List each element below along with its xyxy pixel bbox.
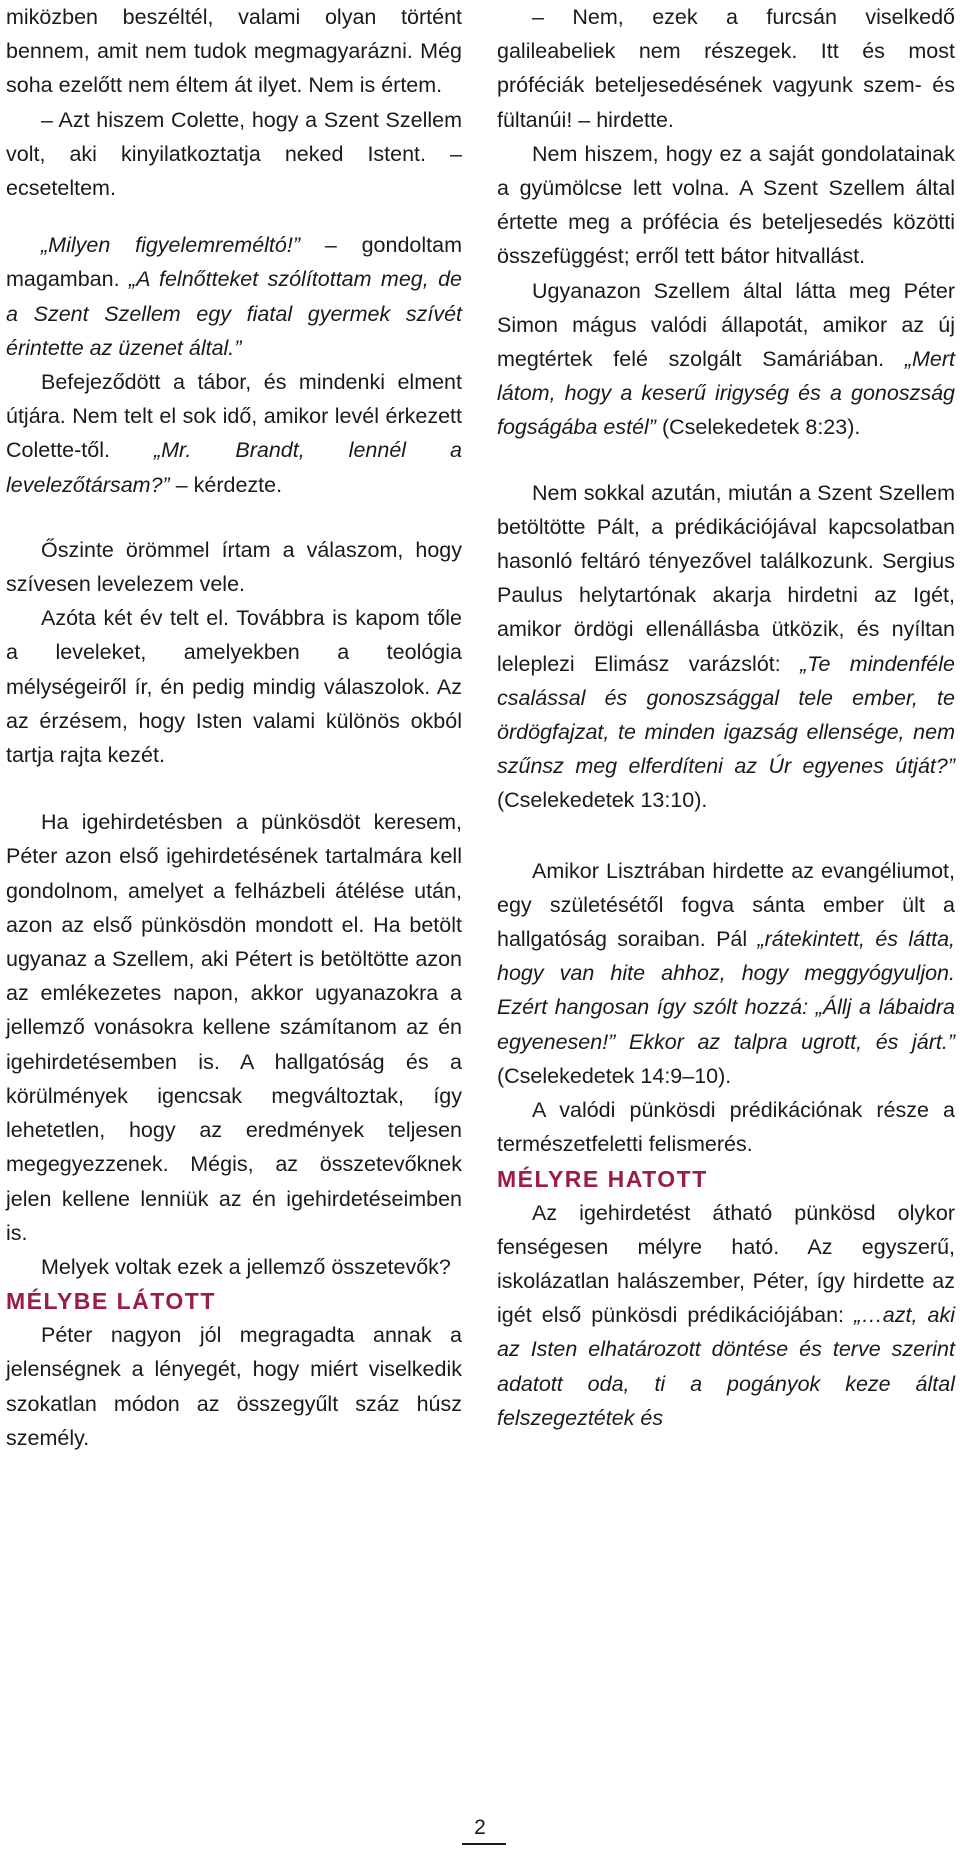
- paragraph: Azóta két év telt el. Továbbra is kapom tőle a leveleket, amelyekben a teológia mélységeiről ír, én pedig mindig válaszolok. Az az érzésem, hogy Isten valami különös okból tartja rajta kezét.: [6, 606, 462, 768]
- paragraph: Ha igehirdetésben a pünkösdöt keresem, Péter azon első igehirdetésének tartalmára kell gondolnom, amelyet a felházbeli átélése után, azon az első pünkösdön mondott el. Ha betölt ugyanaz a Szellem, aki Pétert is betöltötte azon az emlékezetes napon, akkor ugyanazokra a jellemző vonásokra kellene számítanom az én igehirdetésemben is. A hallgatóság és a körülmények igencsak megváltoztak, így lehetetlen, hogy az eredmények teljesen megegyezzenek. Mégis, az összetevőknek jelen kellene lenniük az én igehirdetéseimben is.: [6, 810, 462, 1245]
- text-run: (Cselekedetek 14:9–10).: [497, 1063, 732, 1088]
- text-run: Amikor Lisztrában hirdette az evangéliumot, egy születésétől fogva sánta ember ült a hallgatóság soraiban. Pál: [497, 858, 955, 952]
- italic-quote: „rátekintett, és látta, hogy van hite ahhoz, hogy meggyógyuljon. Ezért hangosan így szólt hozzá: „Állj a lábaidra egyenesen!” Ekkor az talpra ugrott, és járt.”: [497, 927, 955, 1054]
- text-run: (Cselekedetek 13:10).: [497, 788, 708, 813]
- text-run: Az igehirdetést átható pünkösd olykor fenségesen mélyre ható. Az egyszerű, iskolázatlan halászember, Péter, így hirdette az igét első pünkösdi prédikációjában:: [497, 1200, 955, 1328]
- page-number: 2: [474, 1816, 486, 1839]
- text-run: – kérdezte.: [169, 472, 283, 497]
- text-run: (Cselekedetek 8:23).: [655, 415, 861, 440]
- paragraph: [6, 365, 462, 502]
- paragraph: [497, 476, 955, 818]
- paragraph: – Azt hiszem Colette, hogy a Szent Szellem volt, aki kinyilatkoztatja neked Istent. – ecseteltem.: [6, 107, 462, 201]
- italic-quote: „Mr. Brandt, lennél a levelezőtársam?”: [6, 438, 463, 497]
- paragraph: miközben beszéltél, valami olyan történt bennem, amit nem tudok megmagyarázni. Még soha ezelőtt nem éltem át ilyet. Nem is értem.: [6, 5, 462, 98]
- paragraph: [497, 854, 955, 1093]
- paragraph: [497, 274, 955, 445]
- paragraph: A valódi pünkösdi prédikációnak része a természetfeletti felismerés.: [497, 1098, 955, 1157]
- text-run: – gondoltam magamban.: [6, 233, 462, 292]
- left-column: [6, 0, 462, 1455]
- section-heading: MÉLYBE LÁTOTT: [6, 1288, 216, 1315]
- paragraph: Péter nagyon jól megragadta annak a jelenségnek a lényegét, hogy miért viselkedik szokatlan módon az összegyűlt száz húsz személy.: [6, 1323, 462, 1450]
- page-number-underline: [462, 1843, 506, 1845]
- italic-quote: „Te mindenféle csalással és gonoszsággal tele ember, te ördögfajzat, te minden igazság ellensége, nem szűnsz meg elferdíteni az Úr egyenes útját?”: [497, 651, 955, 779]
- paragraph: Melyek voltak ezek a jellemző összetevők?: [41, 1254, 451, 1279]
- italic-quote: „…azt, aki az Isten elhatározott döntése és terve szerint adatott oda, ti a pogányok keze által felszegeztétek és: [497, 1303, 955, 1430]
- section-heading: MÉLYRE HATOTT: [497, 1165, 708, 1192]
- paragraph: [497, 1196, 955, 1435]
- paragraph: Őszinte örömmel írtam a válaszom, hogy szívesen levelezem vele.: [6, 537, 462, 597]
- right-column: [497, 0, 955, 1435]
- italic-quote: „A felnőtteket szólítottam meg, de a Szent Szellem egy fiatal gyermek szívét érintette az üzenet által.”: [6, 267, 463, 360]
- text-run: Ugyanazon Szellem által látta meg Péter Simon mágus valódi állapotát, amikor az új megtértek felé szolgált Samáriában.: [497, 278, 955, 372]
- paragraph: – Nem, ezek a furcsán viselkedő galileabeliek nem részegek. Itt és most próféciák beteljesedésének vagyunk szem- és fültanúi! – hirdette.: [497, 5, 955, 132]
- italic-quote: „Milyen figyelemreméltó!”: [41, 233, 300, 258]
- paragraph: Nem hiszem, hogy ez a saját gondolatainak a gyümölcse lett volna. A Szent Szellem által értette meg a prófécia és beteljesedés közötti összefüggést; erről tett bátor hitvallást.: [497, 141, 955, 269]
- text-run: Nem sokkal azután, miután a Szent Szellem betöltötte Pált, a prédikációjával kapcsolatban hasonló feltáró tényezővel találkozunk. Sergius Paulus helytartónak akarja hirdetni az Igét, amikor ördögi ellenállásba ütközik, és nyíltan leleplezi Elimász varázslót:: [497, 480, 955, 676]
- text-run: Befejeződött a tábor, és mindenki elment útjára. Nem telt el sok idő, amikor levél érkezett Colette-től.: [6, 370, 462, 463]
- italic-quote: „Mert látom, hogy a keserű irigység és a gonoszság fogságába estél”: [497, 347, 955, 440]
- paragraph: [6, 228, 462, 365]
